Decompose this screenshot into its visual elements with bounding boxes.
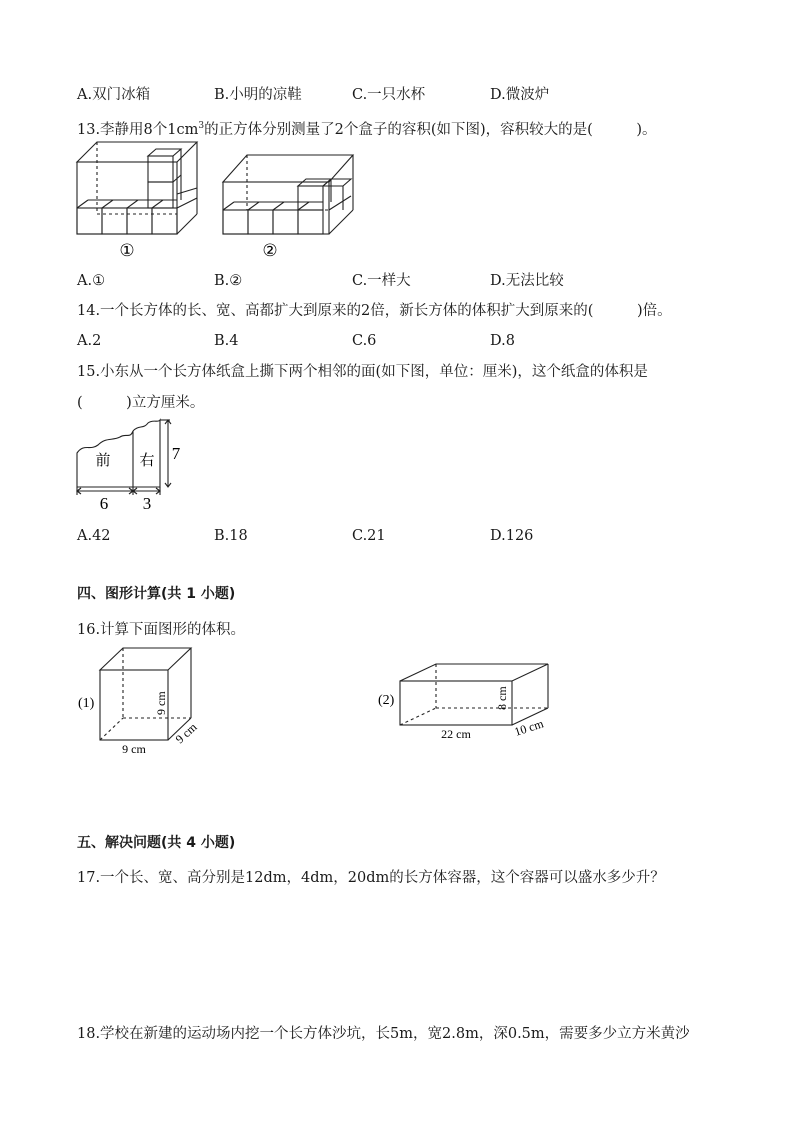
q15-option-c: C.21 xyxy=(352,528,386,544)
q13-option-b: B.② xyxy=(214,273,243,289)
q14-question: 14.一个长方体的长、宽、高都扩大到原来的2倍，新长方体的体积扩大到原来的( )倍。 xyxy=(77,303,672,319)
cuboid-length-label: 22 cm xyxy=(441,727,471,741)
q13-box-figures xyxy=(70,136,360,264)
box-1 xyxy=(77,142,197,234)
q15-option-b: B.18 xyxy=(214,528,248,544)
q14-option-c: C.6 xyxy=(352,333,377,349)
height-label: 7 xyxy=(171,444,181,463)
cube-label: (1) xyxy=(78,696,95,711)
depth-label: 3 xyxy=(142,494,152,513)
cube-width-label: 9 cm xyxy=(172,719,200,747)
q14-option-d: D.8 xyxy=(490,333,515,349)
q12-option-a: A.双门冰箱 xyxy=(77,87,151,103)
cuboid-label: (2) xyxy=(378,693,395,708)
q15-question-line1: 15.小东从一个长方体纸盒上撕下两个相邻的面(如下图，单位：厘米)，这个纸盒的体积是 xyxy=(77,364,648,380)
q14-option-a: A.2 xyxy=(77,333,102,349)
cube-length-label: 9 cm xyxy=(122,742,146,756)
right-face-label: 右 xyxy=(139,453,155,469)
front-face-label: 前 xyxy=(95,453,111,469)
q13-suffix: 的正方体分别测量了2个盒子的容积(如下图)，容积较大的是( )。 xyxy=(204,121,657,138)
q13-option-c: C.一样大 xyxy=(352,273,411,289)
section-4-title: 四、图形计算(共 1 小题) xyxy=(77,586,236,602)
cuboid-height-label: 8 cm xyxy=(495,686,509,710)
width-label: 6 xyxy=(99,494,109,513)
cuboid-width-label: 10 cm xyxy=(512,716,546,739)
box-2 xyxy=(223,155,353,234)
q15-option-a: A.42 xyxy=(77,528,111,544)
box-1-label: ① xyxy=(119,241,135,260)
q13-superscript: 3 xyxy=(198,121,205,131)
q17-question: 17.一个长、宽、高分别是12dm，4dm，20dm的长方体容器，这个容器可以盛水多少升？ xyxy=(77,870,665,886)
q13-option-a: A.① xyxy=(77,273,106,289)
q13-option-d: D.无法比较 xyxy=(490,273,564,289)
q16-question: 16.计算下面图形的体积。 xyxy=(77,622,246,638)
q15-question-line2: ( )立方厘米。 xyxy=(77,395,205,411)
q13-prefix: 13.李静用8个1cm xyxy=(77,121,199,138)
q16-cuboid-figure xyxy=(372,658,562,748)
box-2-label: ② xyxy=(262,241,278,260)
q15-torn-box-figure xyxy=(70,415,190,515)
section-5-title: 五、解决问题(共 4 小题) xyxy=(77,835,236,851)
q14-option-b: B.4 xyxy=(214,333,239,349)
q12-option-d: D.微波炉 xyxy=(490,87,550,103)
q12-option-c: C.一只水杯 xyxy=(352,87,426,103)
cube-height-label: 9 cm xyxy=(154,691,168,715)
q16-cube-figure xyxy=(72,645,222,760)
q18-question: 18.学校在新建的运动场内挖一个长方体沙坑，长5m，宽2.8m，深0.5m，需要多少立方米黄沙 xyxy=(77,1026,690,1042)
q12-option-b: B.小明的凉鞋 xyxy=(214,87,302,103)
q15-option-d: D.126 xyxy=(490,528,534,544)
